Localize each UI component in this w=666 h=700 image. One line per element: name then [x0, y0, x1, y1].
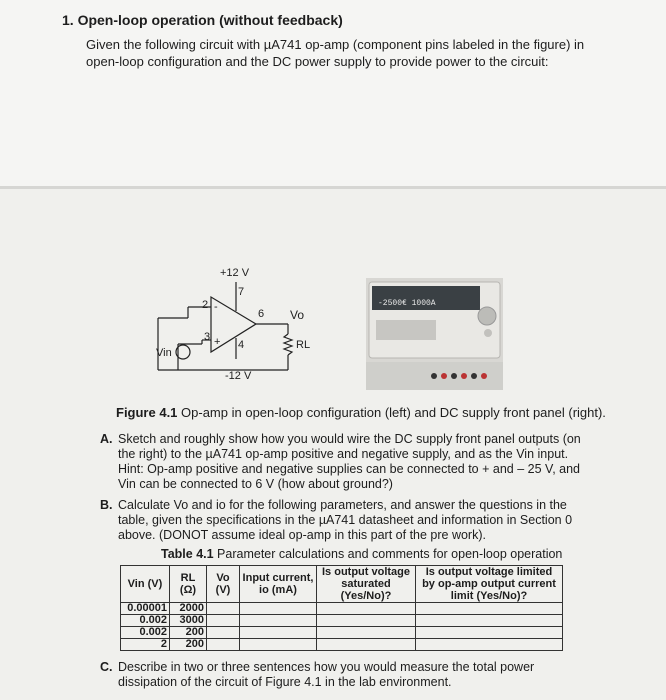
question-intro: Given the following circuit with µA741 op-amp (component pins labeled in the figure) in open-loop configuration and the DC power supply to provide power to the circuit: — [86, 37, 585, 69]
op-amp-circuit-diagram — [148, 262, 358, 387]
vplus-label: +12 V — [220, 267, 250, 279]
vminus-label: -12 V — [225, 370, 252, 382]
pin6-label: 6 — [258, 308, 265, 320]
figure-caption: Figure 4.1 Op-amp in open-loop configuration (left) and DC supply front panel (right). — [116, 405, 606, 420]
terminal-icon — [431, 373, 437, 379]
header-rl: RL (Ω) — [170, 566, 207, 603]
cell-vin: 2 — [121, 639, 170, 651]
cell-rl: 200 — [170, 639, 207, 651]
terminal-icon — [481, 373, 487, 379]
table-caption: Table 4.1 Parameter calculations and comments for open-loop operation — [161, 547, 563, 561]
header-saturated: Is output voltage saturated (Yes/No)? — [317, 566, 416, 603]
pin7-label: 7 — [238, 286, 245, 298]
pin2-label: 2 — [202, 299, 209, 311]
terminal-icon — [441, 373, 447, 379]
parameter-table — [120, 565, 563, 651]
pin4-label: 4 — [238, 339, 245, 351]
dc-supply-photo — [366, 278, 503, 390]
table-row — [121, 603, 563, 615]
knob-icon — [478, 307, 496, 325]
table-row — [121, 615, 563, 627]
rl-label: RL — [296, 339, 311, 351]
header-vo: Vo (V) — [207, 566, 240, 603]
question-title: 1. Open-loop operation (without feedback) — [62, 12, 343, 28]
terminal-icon — [461, 373, 467, 379]
vo-label: Vo — [290, 308, 305, 322]
cell-vin: 0.002 — [121, 627, 170, 639]
noninverting-sign: + — [214, 336, 221, 348]
cell-vin: 0.00001 — [121, 603, 170, 615]
cell-vin: 0.002 — [121, 615, 170, 627]
terminal-icon — [451, 373, 457, 379]
vin-label: Vin — [156, 347, 172, 359]
supply-display-readout: -2500€ 1000A — [378, 299, 436, 308]
cell-rl: 200 — [170, 627, 207, 639]
terminal-icon — [471, 373, 477, 379]
header-vin: Vin (V) — [121, 566, 170, 603]
header-input-current: Input current, io (mA) — [240, 566, 317, 603]
pin3-label: 3 — [204, 331, 211, 343]
cell-rl: 2000 — [170, 603, 207, 615]
table-row — [121, 627, 563, 639]
table-row — [121, 639, 563, 651]
cell-rl: 3000 — [170, 615, 207, 627]
header-current-limited: Is output voltage limited by op-amp output current limit (Yes/No)? — [416, 566, 563, 603]
load-resistor-symbol — [284, 334, 292, 355]
inverting-sign: - — [214, 301, 218, 313]
